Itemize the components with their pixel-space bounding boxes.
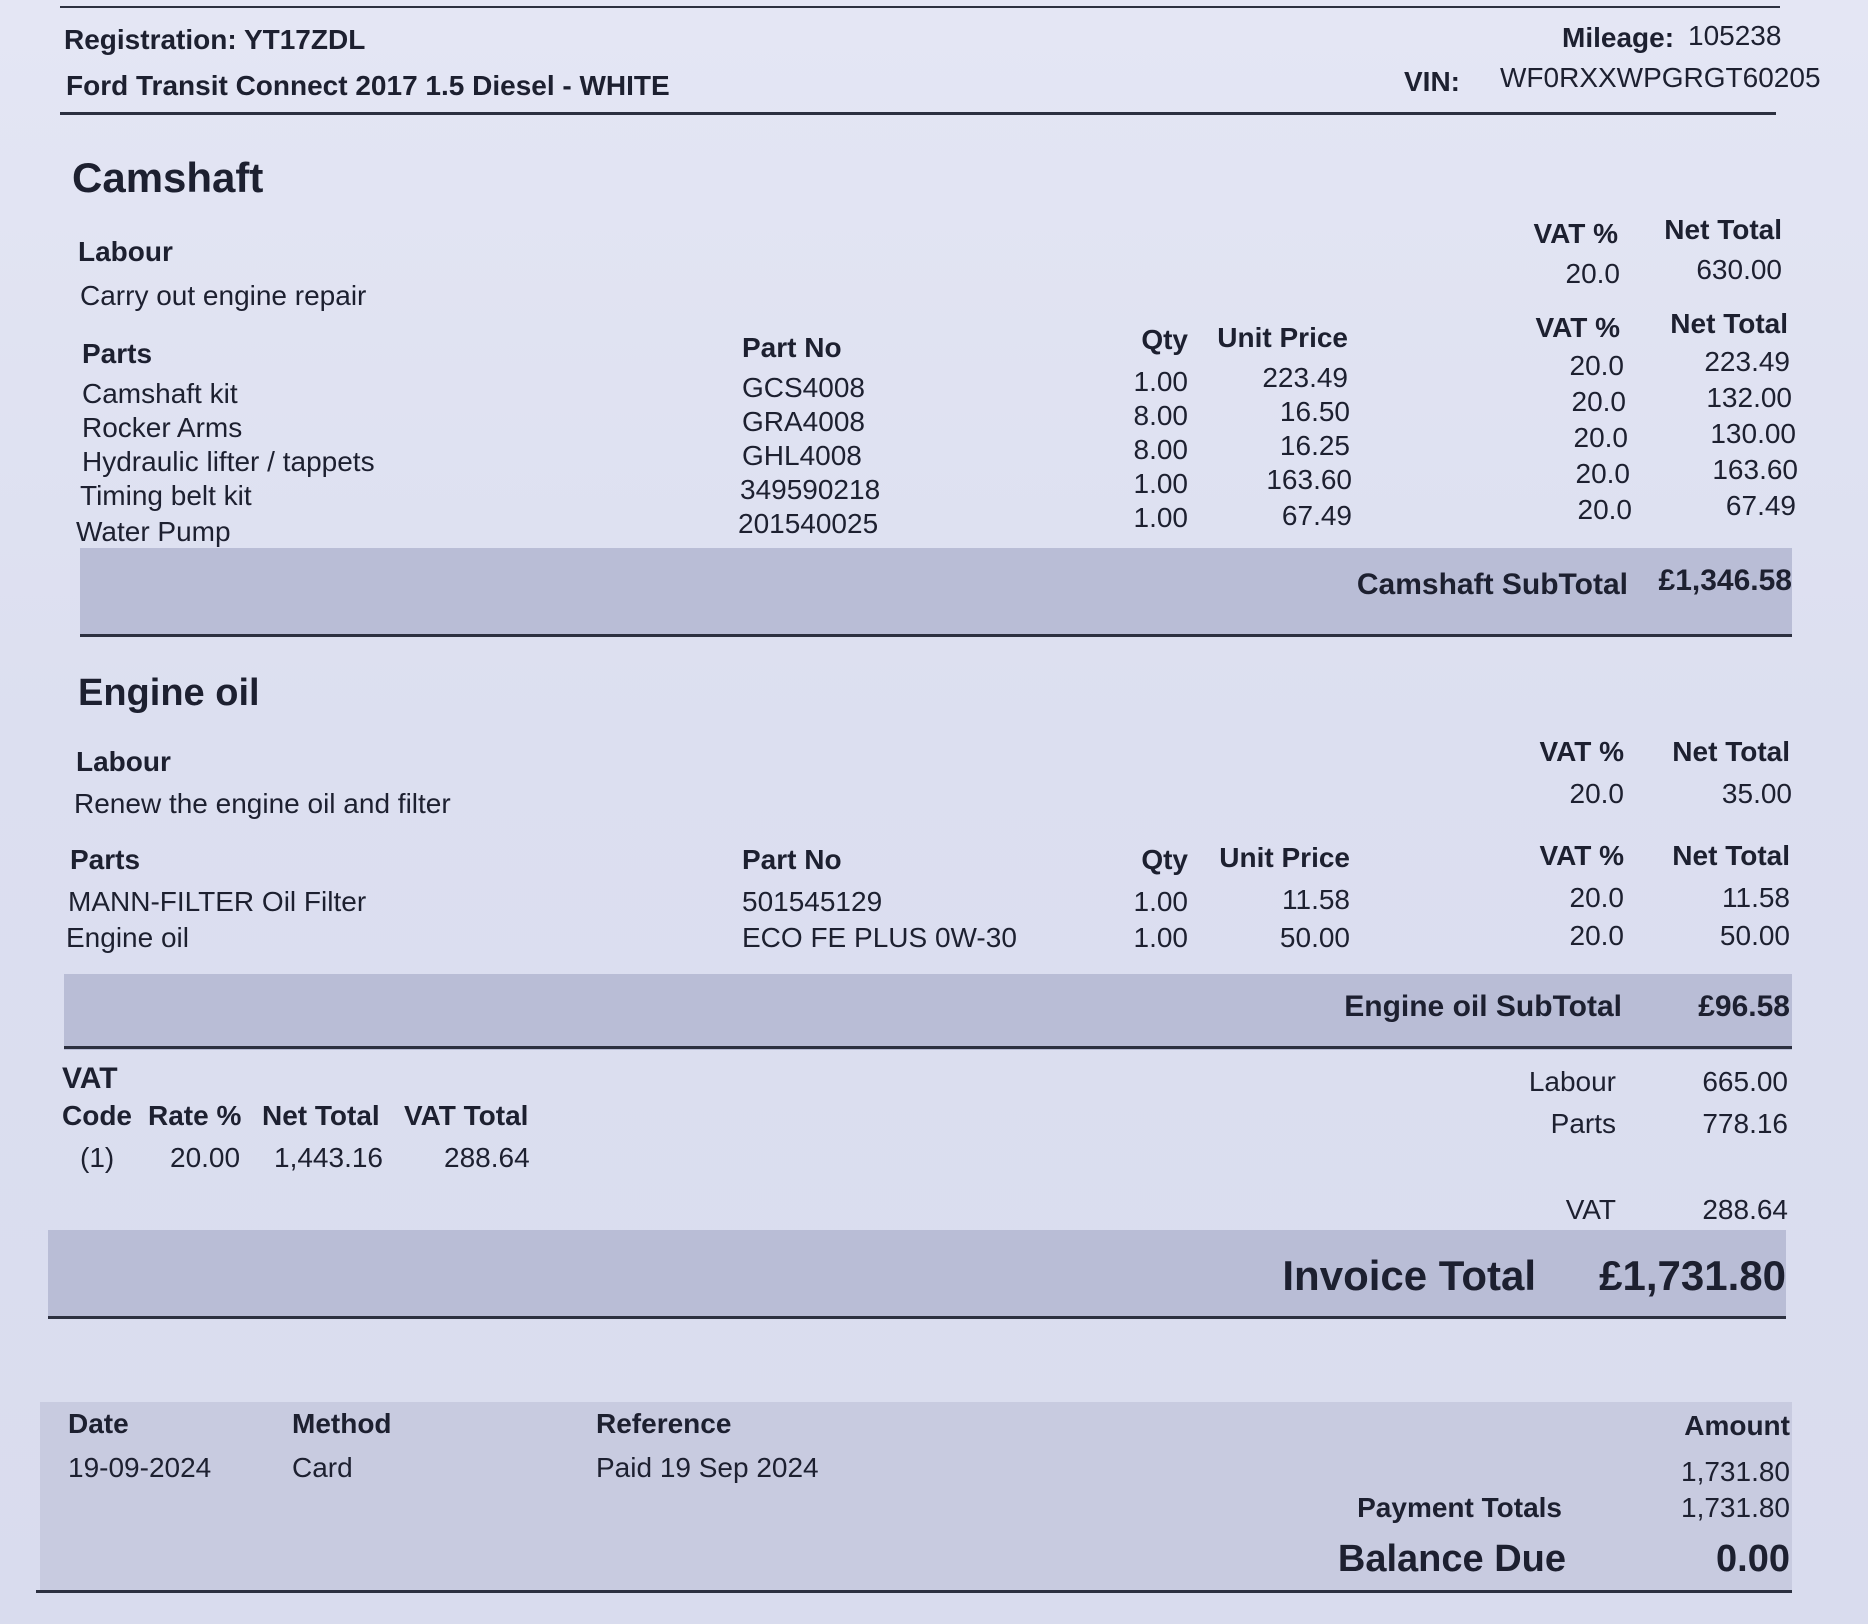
part-name: MANN-FILTER Oil Filter xyxy=(68,886,367,917)
mileage-value: 105238 xyxy=(1688,20,1782,51)
labour-vat: 20.0 xyxy=(1565,258,1620,289)
part-vat: 20.0 xyxy=(1571,386,1626,417)
part-vat: 20.0 xyxy=(1577,494,1632,525)
part-name: Hydraulic lifter / tappets xyxy=(82,446,375,477)
totals-parts-label: Parts xyxy=(1550,1108,1616,1139)
parts-net-header: Net Total xyxy=(1670,308,1788,339)
part-net: 11.58 xyxy=(1722,882,1790,913)
vehicle-description: Ford Transit Connect 2017 1.5 Diesel - WHITE xyxy=(66,70,670,101)
part-name: Timing belt kit xyxy=(80,480,252,511)
part-net: 132.00 xyxy=(1706,382,1792,413)
balance-due-label: Balance Due xyxy=(1337,1538,1566,1580)
part-number: 501545129 xyxy=(742,886,883,917)
labour-header: Labour xyxy=(76,746,171,777)
subtotal-divider xyxy=(80,634,1792,637)
part-unit-price: 223.49 xyxy=(1262,362,1348,393)
qty-header: Qty xyxy=(1141,324,1188,355)
part-qty: 1.00 xyxy=(1133,366,1188,397)
payment-date: 19-09-2024 xyxy=(68,1452,212,1483)
invoice-total-value: £1,731.80 xyxy=(1599,1252,1786,1299)
labour-vat-header: VAT % xyxy=(1533,218,1618,249)
partno-header: Part No xyxy=(742,844,842,875)
totals-vat: 288.64 xyxy=(1702,1194,1788,1225)
unit-price-header: Unit Price xyxy=(1217,322,1348,353)
parts-header: Parts xyxy=(82,338,153,369)
part-vat: 20.0 xyxy=(1569,882,1624,913)
part-unit-price: 11.58 xyxy=(1282,884,1350,915)
labour-header: Labour xyxy=(78,236,173,267)
payment-reference-header: Reference xyxy=(596,1408,732,1439)
part-qty: 1.00 xyxy=(1133,502,1188,533)
payment-reference: Paid 19 Sep 2024 xyxy=(596,1452,819,1483)
part-number: GHL4008 xyxy=(742,440,862,471)
labour-net: 630.00 xyxy=(1696,254,1782,285)
vat-net-header: Net Total xyxy=(262,1100,380,1131)
top-divider xyxy=(60,6,1780,8)
labour-vat-header: VAT % xyxy=(1539,736,1624,767)
part-number: ECO FE PLUS 0W-30 xyxy=(742,922,1017,953)
subtotal-label: Camshaft SubTotal xyxy=(1356,568,1628,601)
payment-date-header: Date xyxy=(68,1408,129,1439)
job-title-engine-oil: Engine oil xyxy=(78,672,260,714)
part-unit-price: 67.49 xyxy=(1281,500,1352,531)
part-net: 223.49 xyxy=(1704,346,1790,377)
header-divider xyxy=(60,112,1776,115)
labour-net: 35.00 xyxy=(1721,778,1792,809)
part-qty: 1.00 xyxy=(1133,922,1188,953)
parts-vat-header: VAT % xyxy=(1535,312,1620,343)
invoice-total-label: Invoice Total xyxy=(1282,1252,1536,1299)
subtotal-label: Engine oil SubTotal xyxy=(1344,990,1622,1023)
part-number: 201540025 xyxy=(738,508,879,539)
part-number: GCS4008 xyxy=(742,372,865,403)
vat-total: 288.64 xyxy=(444,1142,530,1173)
part-unit-price: 50.00 xyxy=(1279,922,1350,953)
part-vat: 20.0 xyxy=(1575,458,1630,489)
part-unit-price: 163.60 xyxy=(1266,464,1352,495)
vat-total-header: VAT Total xyxy=(404,1100,529,1131)
job-title-camshaft: Camshaft xyxy=(72,154,264,201)
totals-parts: 778.16 xyxy=(1702,1108,1788,1139)
part-qty: 1.00 xyxy=(1133,468,1188,499)
vin-value: WF0RXXWPGRGT60205 xyxy=(1500,62,1821,93)
part-unit-price: 16.25 xyxy=(1279,430,1350,461)
part-number: 349590218 xyxy=(740,474,881,505)
labour-description: Renew the engine oil and filter xyxy=(74,788,451,819)
part-number: GRA4008 xyxy=(742,406,865,437)
labour-vat: 20.0 xyxy=(1569,778,1624,809)
payment-totals: 1,731.80 xyxy=(1681,1492,1790,1523)
part-name: Rocker Arms xyxy=(82,412,243,443)
totals-labour-label: Labour xyxy=(1528,1066,1616,1097)
part-vat: 20.0 xyxy=(1569,350,1624,381)
labour-net-header: Net Total xyxy=(1672,736,1790,767)
vat-rate: 20.00 xyxy=(170,1142,241,1173)
vat-net: 1,443.16 xyxy=(274,1142,383,1173)
subtotal-value: £96.58 xyxy=(1698,990,1790,1023)
part-unit-price: 16.50 xyxy=(1279,396,1350,427)
qty-header: Qty xyxy=(1141,844,1188,875)
part-vat: 20.0 xyxy=(1569,920,1624,951)
part-qty: 8.00 xyxy=(1133,400,1188,431)
part-name: Camshaft kit xyxy=(82,378,238,409)
parts-net-header: Net Total xyxy=(1672,840,1790,871)
payment-method-header: Method xyxy=(292,1408,392,1439)
labour-net-header: Net Total xyxy=(1664,214,1782,245)
partno-header: Part No xyxy=(742,332,842,363)
parts-vat-header: VAT % xyxy=(1539,840,1624,871)
parts-header: Parts xyxy=(70,844,141,875)
totals-labour: 665.00 xyxy=(1702,1066,1788,1097)
part-net: 50.00 xyxy=(1719,920,1790,951)
unit-price-header: Unit Price xyxy=(1219,842,1350,873)
payment-amount-header: Amount xyxy=(1684,1410,1790,1441)
payment-amount: 1,731.80 xyxy=(1681,1456,1790,1487)
totals-vat-label: VAT xyxy=(1565,1194,1616,1225)
part-net: 130.00 xyxy=(1710,418,1796,449)
vin-label: VIN: xyxy=(1404,66,1460,97)
registration: Registration: YT17ZDL xyxy=(64,24,366,55)
vat-rate-header: Rate % xyxy=(148,1100,242,1131)
part-qty: 1.00 xyxy=(1133,886,1188,917)
vat-code-header: Code xyxy=(62,1100,132,1131)
payment-method: Card xyxy=(292,1452,353,1483)
balance-due-value: 0.00 xyxy=(1716,1538,1790,1580)
invoice-total-divider xyxy=(48,1316,1786,1319)
part-net: 163.60 xyxy=(1712,454,1798,485)
part-net: 67.49 xyxy=(1725,490,1796,521)
part-name: Water Pump xyxy=(76,516,231,547)
vat-heading: VAT xyxy=(62,1062,118,1095)
payment-divider xyxy=(36,1590,1792,1593)
part-qty: 8.00 xyxy=(1133,434,1188,465)
payment-totals-label: Payment Totals xyxy=(1357,1492,1562,1523)
part-name: Engine oil xyxy=(66,922,189,953)
part-vat: 20.0 xyxy=(1573,422,1628,453)
subtotal-value: £1,346.58 xyxy=(1658,564,1792,597)
subtotal-divider xyxy=(64,1046,1792,1049)
mileage-label: Mileage: xyxy=(1562,22,1675,53)
vat-code: (1) xyxy=(80,1142,115,1173)
labour-description: Carry out engine repair xyxy=(80,280,367,311)
